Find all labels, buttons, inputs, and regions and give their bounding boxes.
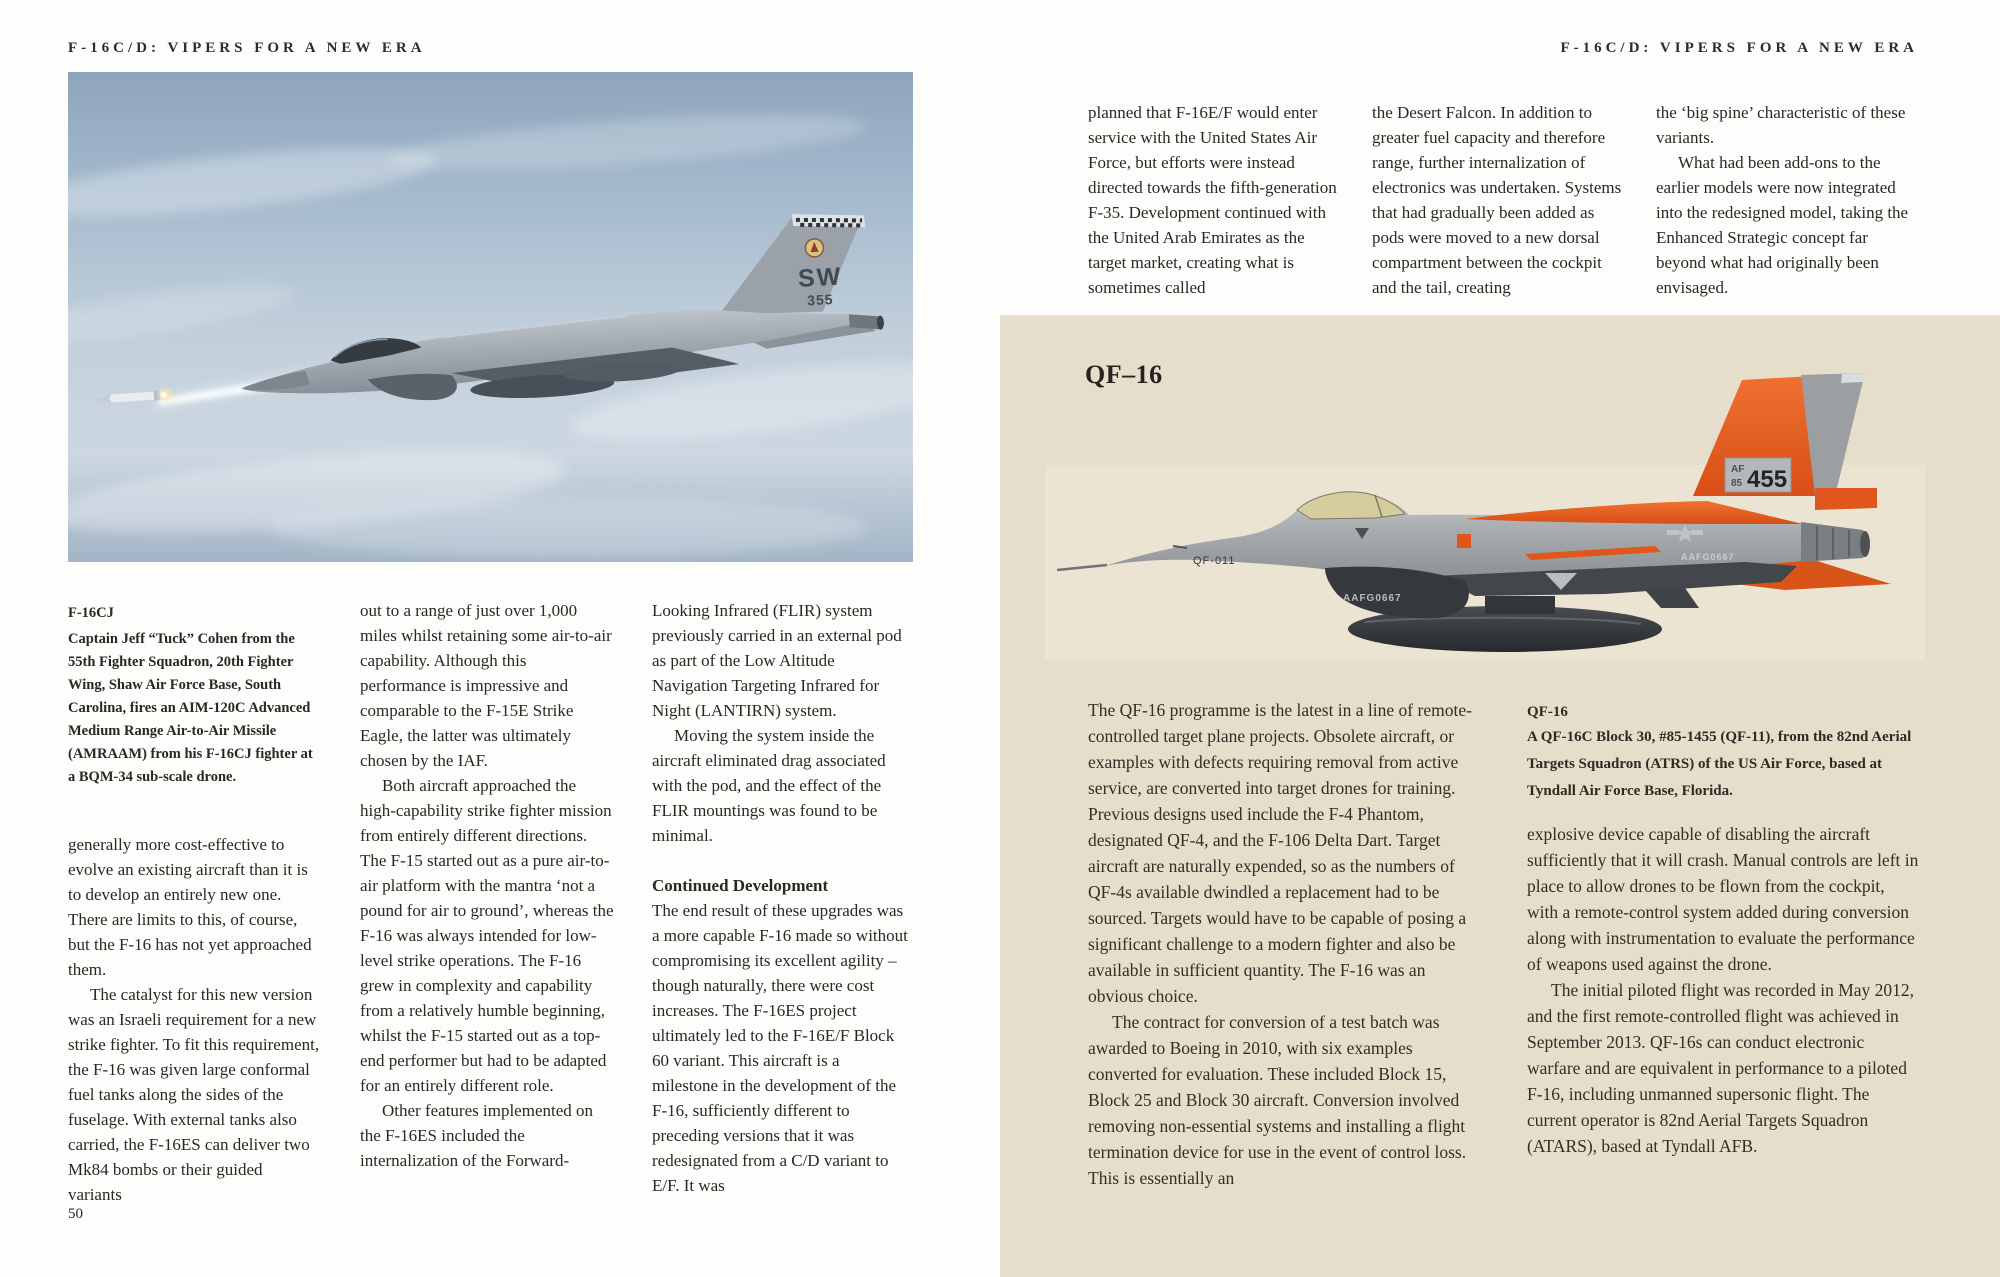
right-top-col2 xyxy=(1372,100,1628,300)
drone-tank-pylon xyxy=(1485,596,1555,614)
photo-caption-block xyxy=(68,602,316,789)
paragraph: the ‘big spine’ characteristic of these variants. xyxy=(1656,103,1906,147)
paragraph: The QF-16 programme is the latest in a line of remote-controlled target plane projects. Obsolete aircraft, or examples with defects requiring removal from active service, are converted into target drones for training. Previous designs used include the F-4 Phantom, designated QF-4, and the F-106 Delta Dart. Target aircraft are naturally expended, so as the numbers of QF-4s available dwindled a replacement had to be sourced. Targets would have to be capable of posing a significant challenge to a modern fighter and also be available in sufficient quantity. The F-16 was an obvious choice. xyxy=(1088,700,1472,1006)
qf16-illustration xyxy=(1045,338,1925,673)
qf16-caption-text: A QF-16C Block 30, #85-1455 (QF-11), from the 82nd Aerial Targets Squadron (ATRS) of the US Air Force, based at Tyndall Air Force Base, Florida. xyxy=(1527,729,1912,799)
qf16-left-column xyxy=(1088,697,1476,1191)
qf16-caption-block xyxy=(1527,700,1919,805)
section-subhead: Continued Development xyxy=(652,876,829,895)
paragraph: The end result of these upgrades was a more capable F-16 made so without compromising its excellent agility – though naturally, there were cost increases. The F-16ES project ultimately led to the F-16E/F Block 60 variant. This aircraft is a milestone in the development of the F-16, sufficiently different to preceding versions that it was redesignated from a C/D variant to E/F. It was xyxy=(652,901,908,1195)
tail-badge-prefix: AF xyxy=(1731,464,1745,475)
paragraph: the Desert Falcon. In addition to greater fuel capacity and therefore range, further internalization of electronics was undertaken. Systems that had gradually been added as pods were moved to a new dorsal compartment between the cockpit and the tail, creating xyxy=(1372,103,1622,297)
photo-caption-text: Captain Jeff “Tuck” Cohen from the 55th Fighter Squadron, 20th Fighter Wing, Shaw Air Force Base, South Carolina, fires an AIM-120C Advanced Medium Range Air-to-Air Missile (AMRAAM) from his F-16CJ fighter at a BQM-34 sub-scale drone. xyxy=(68,631,313,785)
paragraph: The catalyst for this new version was an Israeli requirement for a new strike fighter. To fit this requirement, the F-16 was given large conformal fuel tanks along the sides of the fuselage. With external tanks also carried, the F-16ES can deliver two Mk84 bombs or their guided variants xyxy=(68,985,320,1204)
paragraph: Moving the system inside the aircraft eliminated drag associated with the pod, and the effect of the FLIR mountings was found to be minimal. xyxy=(652,726,886,845)
paragraph: explosive device capable of disabling the aircraft sufficiently that it will crash. Manual controls are left in place to allow drones to be flown from the cockpit, with a remote-control system added during conversion along with instrumentation to evaluate the performance of weapons used against the drone. xyxy=(1527,824,1919,974)
qf16-caption-title: QF-16 xyxy=(1527,704,1568,720)
qf16-right-column xyxy=(1527,700,1919,1159)
left-body-col3 xyxy=(652,598,908,1198)
paragraph: Other features implemented on the F-16ES included the internalization of the Forward- xyxy=(360,1101,594,1170)
paragraph: generally more cost-effective to evolve an existing aircraft than it is to develop an entirely new one. There are limits to this, of course, but the F-16 has not yet approached them. xyxy=(68,835,312,979)
photo-caption-title: F-16CJ xyxy=(68,605,114,621)
f16cj-missile-photo xyxy=(68,72,913,562)
jet-tail-number: 355 xyxy=(806,291,834,309)
right-top-col1 xyxy=(1088,100,1342,300)
drone-rear-serial: AAFG0667 xyxy=(1681,552,1735,562)
paragraph: planned that F-16E/F would enter service with the United States Air Force, but efforts were instead directed towards the fifth-generation F-35. Development continued with the United Arab Emirates as the target market, creating what is sometimes called xyxy=(1088,103,1337,297)
paragraph: out to a range of just over 1,000 miles whilst retaining some air-to-air capability. Although this performance is impressive and comparable to the F-15E Strike Eagle, the latter was ultimately chosen by the IAF. xyxy=(360,601,612,770)
qf16-heading: QF–16 xyxy=(1085,360,1163,389)
paragraph: The contract for conversion of a test batch was awarded to Boeing in 2010, with six examples converted for evaluation. These included Block 15, Block 25 and Block 30 aircraft. Conversion involved removing non-essential systems and installing a flight termination device for use in the event of control loss. This is essentially an xyxy=(1088,1012,1467,1188)
paragraph: Both aircraft approached the high-capability strike fighter mission from entirely different directions. The F-15 started out as a pure air-to-air platform with the mantra ‘not a pound for air to ground’, whereas the F-16 was always intended for low-level strike operations. The F-16 grew in complexity and capability from a relatively humble beginning, whilst the F-15 started out as a top-end performer but had to be adapted for an entirely different role. xyxy=(360,776,614,1095)
page-number: 50 xyxy=(68,1206,83,1222)
paragraph: The initial piloted flight was recorded in May 2012, and the first remote-controlled flight was achieved in September 2013. QF-16s can conduct electronic warfare and are equivalent in performance to a piloted F-16, including unmanned supersonic flight. The current operator is 82nd Aerial Targets Squadron (ATARS), based at Tyndall AFB. xyxy=(1527,980,1915,1156)
tail-badge-number: 455 xyxy=(1747,466,1788,493)
drone-rudder-fairing xyxy=(1815,488,1877,510)
left-body-col1 xyxy=(68,832,320,1207)
left-body-col2 xyxy=(360,598,616,1173)
f16cj-photo-art xyxy=(68,72,913,562)
drone-intake-serial: AAFG0667 xyxy=(1343,593,1402,604)
drone-orange-square-marking xyxy=(1457,534,1471,548)
left-running-head: F-16C/D: VIPERS FOR A NEW ERA xyxy=(68,40,426,56)
right-running-head: F-16C/D: VIPERS FOR A NEW ERA xyxy=(1560,40,1918,56)
qf16-right-body xyxy=(1527,821,1919,1159)
paragraph: What had been add-ons to the earlier models were now integrated into the redesigned model, taking the Enhanced Strategic concept far beyond what had originally been envisaged. xyxy=(1656,153,1909,297)
qf16-feature-box xyxy=(1000,315,2000,1277)
paragraph: Looking Infrared (FLIR) system previously carried in an external pod as part of the Low Altitude Navigation Targeting Infrared for Night (LANTIRN) system. xyxy=(652,601,902,720)
jet-tail-code: SW xyxy=(797,262,843,293)
tail-badge-year: 85 xyxy=(1731,478,1743,489)
drone-nose-code: QF-011 xyxy=(1193,555,1236,567)
qf16-illustration-art xyxy=(1045,338,1925,673)
right-top-col3 xyxy=(1656,100,1912,300)
